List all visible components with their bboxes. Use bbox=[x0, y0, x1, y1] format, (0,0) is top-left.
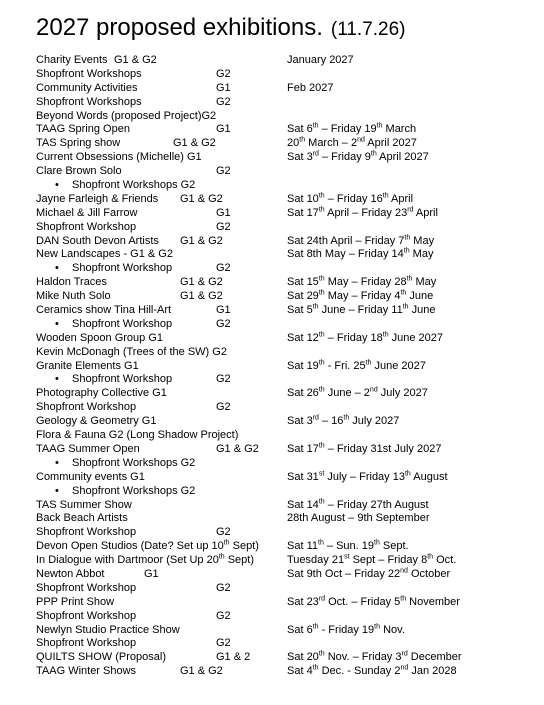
exhibition-name: New Landscapes - G1 & G2 bbox=[36, 248, 173, 261]
exhibition-date: 28th August – 9th September bbox=[287, 512, 430, 525]
exhibition-row bbox=[36, 610, 536, 624]
exhibition-date: Sat 9th Oct – Friday 22nd October bbox=[287, 567, 451, 580]
exhibition-name: Haldon Traces bbox=[36, 276, 107, 289]
exhibition-name: • Shopfront Workshops G2 bbox=[72, 179, 195, 193]
exhibition-row bbox=[36, 637, 536, 651]
exhibition-row bbox=[36, 512, 536, 526]
exhibition-name: Beyond Words (proposed Project)G2 bbox=[36, 109, 217, 122]
gallery-label: G2 bbox=[216, 581, 231, 594]
exhibition-row bbox=[36, 96, 536, 110]
exhibition-name: Granite Elements G1 bbox=[36, 359, 139, 372]
exhibition-row bbox=[36, 568, 536, 582]
exhibition-row bbox=[36, 651, 536, 665]
exhibition-name: Community events G1 bbox=[36, 470, 145, 483]
exhibition-row bbox=[36, 304, 536, 318]
exhibition-name: Mike Nuth Solo bbox=[36, 290, 111, 303]
gallery-label: G2 bbox=[216, 95, 231, 108]
gallery-label: G2 bbox=[216, 637, 231, 650]
bullet-row bbox=[36, 262, 536, 276]
exhibition-row bbox=[36, 207, 536, 221]
gallery-label: G1 & G2 bbox=[180, 192, 223, 205]
exhibition-name: QUILTS SHOW (Proposal) bbox=[36, 651, 166, 664]
exhibition-row bbox=[36, 54, 536, 68]
exhibition-row bbox=[36, 165, 536, 179]
gallery-label: G1 & G2 bbox=[180, 290, 223, 303]
exhibition-row bbox=[36, 221, 536, 235]
exhibition-name: Newlyn Studio Practice Show bbox=[36, 623, 180, 636]
exhibition-row bbox=[36, 499, 536, 513]
exhibition-date: Sat 6th - Friday 19th Nov. bbox=[287, 622, 405, 636]
exhibition-name: Shopfront Workshop bbox=[36, 637, 137, 650]
title-date: (11.7.26) bbox=[330, 19, 406, 40]
gallery-label: G2 bbox=[216, 220, 231, 233]
bullet-row bbox=[36, 485, 536, 499]
exhibition-date: Sat 8th May – Friday 14th May bbox=[287, 247, 434, 261]
gallery-label: G2 bbox=[216, 526, 231, 539]
exhibition-row bbox=[36, 332, 536, 346]
page-title bbox=[36, 14, 406, 42]
exhibition-name: Back Beach Artists bbox=[36, 512, 128, 525]
exhibition-name: Shopfront Workshop bbox=[36, 581, 137, 594]
exhibition-row bbox=[36, 526, 536, 540]
exhibition-date: 20th March – 2nd April 2027 bbox=[287, 136, 417, 150]
exhibition-row bbox=[36, 137, 536, 151]
exhibition-name: Michael & Jill Farrow bbox=[36, 206, 138, 219]
exhibition-date: January 2027 bbox=[287, 54, 354, 66]
exhibition-date: Sat 3rd – 16th July 2027 bbox=[287, 414, 400, 428]
exhibition-name: Devon Open Studios (Date? Set up 10th Sept) bbox=[36, 539, 259, 553]
exhibition-date: Sat 31st July – Friday 13th August bbox=[287, 470, 448, 483]
exhibition-name: Shopfront Workshops bbox=[36, 67, 142, 80]
gallery-label: G1 & G2 bbox=[180, 234, 223, 247]
exhibition-date: Sat 14th – Friday 27th August bbox=[287, 497, 429, 511]
exhibition-date: Sat 10th – Friday 16th April bbox=[287, 192, 414, 205]
gallery-label: G1 bbox=[216, 206, 231, 219]
bullet-row bbox=[36, 179, 536, 193]
exhibition-name: TAAG Spring Open bbox=[36, 123, 130, 136]
exhibition-row bbox=[36, 193, 536, 207]
exhibition-name: DAN South Devon Artists bbox=[36, 234, 159, 247]
exhibition-row bbox=[36, 290, 536, 304]
exhibition-name: Clare Brown Solo bbox=[36, 165, 122, 178]
exhibition-name: Wooden Spoon Group G1 bbox=[36, 331, 163, 344]
gallery-label: G1 & G2 bbox=[114, 54, 157, 66]
exhibition-name: Photography Collective G1 bbox=[36, 387, 167, 400]
gallery-label: G1 bbox=[216, 123, 231, 136]
exhibition-name: Current Obsessions (Michelle) G1 bbox=[36, 151, 202, 164]
exhibition-date: Sat 20th Nov. – Friday 3rd December bbox=[287, 650, 462, 664]
exhibition-row bbox=[36, 346, 536, 360]
exhibition-name: • Shopfront Workshops G2 bbox=[72, 485, 195, 499]
exhibition-date: Sat 12th – Friday 18th June 2027 bbox=[287, 331, 444, 344]
gallery-label: G2 bbox=[216, 317, 231, 330]
gallery-label: G1 bbox=[216, 81, 231, 94]
exhibition-row bbox=[36, 443, 536, 457]
exhibition-list bbox=[36, 54, 536, 679]
gallery-label: G2 bbox=[216, 401, 231, 414]
gallery-label: G1 & G2 bbox=[180, 665, 223, 678]
bullet-row bbox=[36, 457, 536, 471]
exhibition-name: In Dialogue with Dartmoor (Set Up 20th Sept) bbox=[36, 553, 255, 567]
exhibition-date: Sat 23rd Oct. – Friday 5th November bbox=[287, 595, 460, 608]
exhibition-name: TAS Summer Show bbox=[36, 498, 132, 511]
exhibition-date: Sat 5th June – Friday 11th June bbox=[287, 303, 436, 317]
exhibition-row bbox=[36, 248, 536, 262]
exhibition-name: Charity Events bbox=[36, 54, 108, 66]
exhibition-name: • Shopfront Workshop bbox=[72, 373, 172, 387]
exhibition-name: Kevin McDonagh (Trees of the SW) G2 bbox=[36, 345, 227, 358]
exhibition-row bbox=[36, 110, 536, 124]
exhibition-row bbox=[36, 624, 536, 638]
gallery-label: G2 bbox=[216, 262, 231, 275]
exhibition-row bbox=[36, 415, 536, 429]
exhibition-date: Sat 29th May – Friday 4th June bbox=[287, 289, 434, 303]
exhibition-row bbox=[36, 582, 536, 596]
exhibition-date: Sat 19th - Fri. 25th June 2027 bbox=[287, 358, 426, 372]
gallery-label: G2 bbox=[216, 373, 231, 386]
exhibition-name: Shopfront Workshop bbox=[36, 220, 137, 233]
exhibition-name: Ceramics show Tina Hill-Art bbox=[36, 304, 172, 317]
exhibition-date: Sat 17th – Friday 31st July 2027 bbox=[287, 442, 442, 455]
exhibition-name: • Shopfront Workshop bbox=[72, 318, 172, 332]
exhibition-name: Shopfront Workshop bbox=[36, 401, 137, 414]
exhibition-date: Tuesday 21st Sept – Friday 8th Oct. bbox=[287, 553, 457, 567]
bullet-row bbox=[36, 318, 536, 332]
exhibition-row bbox=[36, 401, 536, 415]
exhibition-row bbox=[36, 665, 536, 679]
gallery-label: G1 & G2 bbox=[180, 276, 223, 289]
exhibition-date: Sat 17th April – Friday 23rd April bbox=[287, 206, 438, 219]
gallery-label: G1 & 2 bbox=[216, 651, 251, 664]
exhibition-row bbox=[36, 554, 536, 568]
exhibition-name: • Shopfront Workshop bbox=[72, 262, 172, 276]
gallery-label: G1 bbox=[216, 304, 231, 317]
exhibition-name: Shopfront Workshops bbox=[36, 95, 142, 108]
exhibition-date: Sat 26th June – 2nd July 2027 bbox=[287, 386, 428, 400]
exhibition-name: TAS Spring show bbox=[36, 137, 121, 150]
exhibition-row bbox=[36, 471, 536, 485]
exhibition-row bbox=[36, 387, 536, 401]
exhibition-name: Shopfront Workshop bbox=[36, 526, 137, 539]
exhibition-name: Shopfront Workshop bbox=[36, 609, 137, 622]
exhibition-name: PPP Print Show bbox=[36, 595, 115, 608]
exhibition-name: Geology & Geometry G1 bbox=[36, 415, 157, 428]
exhibition-row bbox=[36, 68, 536, 82]
exhibition-name: Community Activities bbox=[36, 81, 138, 94]
exhibition-name: Jayne Farleigh & Friends bbox=[36, 192, 159, 205]
exhibition-date: Sat 24th April – Friday 7th May bbox=[287, 233, 435, 247]
exhibition-name: TAAG Summer Open bbox=[36, 442, 140, 455]
exhibition-date: Sat 4th Dec. - Sunday 2nd Jan 2028 bbox=[287, 664, 457, 678]
exhibition-date: Feb 2027 bbox=[287, 81, 334, 94]
exhibition-row bbox=[36, 123, 536, 137]
exhibition-name: TAAG Winter Shows bbox=[36, 665, 137, 678]
exhibition-date: Sat 15th May – Friday 28th May bbox=[287, 275, 437, 289]
gallery-label: G1 & G2 bbox=[216, 442, 259, 455]
exhibition-name: Flora & Fauna G2 (Long Shadow Project) bbox=[36, 429, 239, 442]
exhibition-row bbox=[36, 235, 536, 249]
exhibition-row bbox=[36, 276, 536, 290]
exhibition-row bbox=[36, 360, 536, 374]
exhibition-row bbox=[36, 429, 536, 443]
exhibition-date: Sat 6th – Friday 19th March bbox=[287, 122, 417, 136]
title-text: 2027 proposed exhibitions. bbox=[36, 14, 323, 41]
gallery-label: G1 & G2 bbox=[173, 137, 216, 150]
gallery-label: G2 bbox=[216, 165, 231, 178]
exhibition-date: Sat 3rd – Friday 9th April 2027 bbox=[287, 150, 429, 164]
exhibition-name: Newton Abbot bbox=[36, 567, 105, 580]
gallery-label: G2 bbox=[216, 609, 231, 622]
gallery-label: G2 bbox=[216, 67, 231, 80]
exhibition-row bbox=[36, 596, 536, 610]
exhibition-row bbox=[36, 540, 536, 554]
exhibition-name: • Shopfront Workshops G2 bbox=[72, 457, 195, 471]
exhibition-row bbox=[36, 151, 536, 165]
exhibition-row bbox=[36, 82, 536, 96]
exhibition-date: Sat 11th – Sun. 19th Sept. bbox=[287, 539, 409, 553]
gallery-label: G1 bbox=[144, 567, 159, 580]
bullet-row bbox=[36, 373, 536, 387]
